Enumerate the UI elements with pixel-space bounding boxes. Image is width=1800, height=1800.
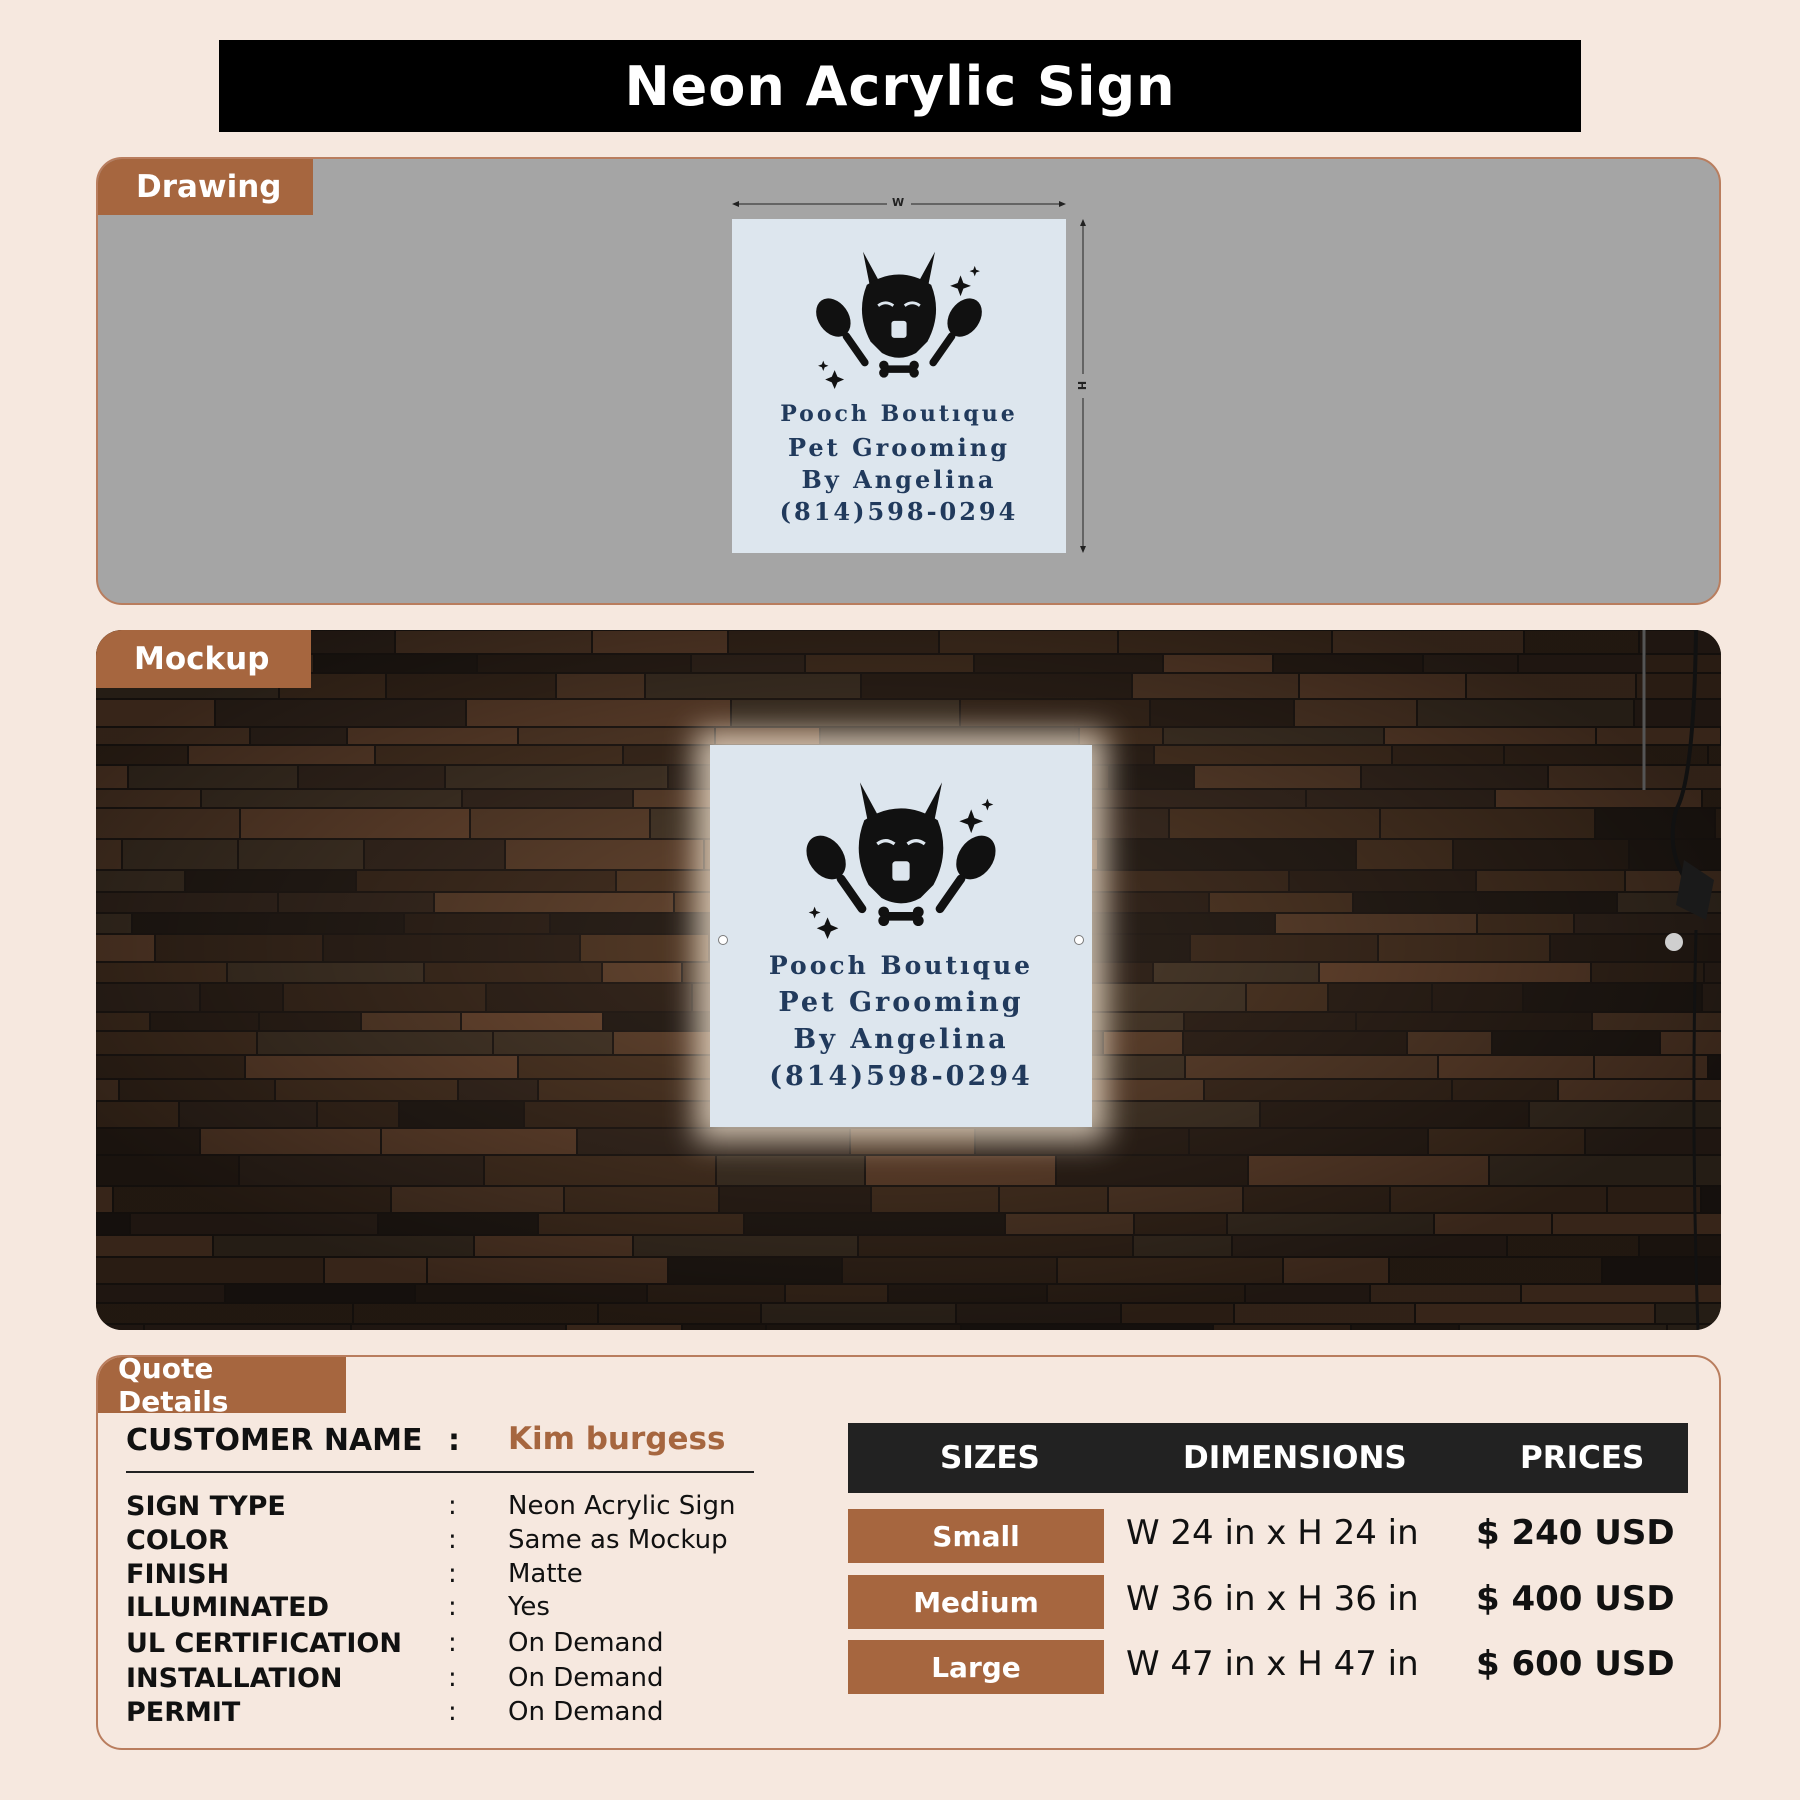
sign-line-1: Pooch Boutıque <box>768 951 1034 980</box>
sizes-header: SIZES <box>940 1440 1040 1476</box>
height-marker: H <box>1075 380 1089 391</box>
sign-line-2: Pet Grooming <box>787 433 1010 462</box>
customer-name-label: CUSTOMER NAME <box>126 1423 423 1458</box>
mounting-hole-right <box>1074 935 1084 945</box>
spec-row <box>126 1663 766 1697</box>
spec-value: Matte <box>508 1559 583 1589</box>
spec-row <box>126 1559 766 1593</box>
spec-colon: : <box>448 1628 457 1658</box>
size-row <box>848 1640 1688 1694</box>
spec-row <box>126 1592 766 1626</box>
size-row <box>848 1575 1688 1629</box>
spec-value: Neon Acrylic Sign <box>508 1491 736 1521</box>
quote-details-tab: Quote Details <box>98 1357 346 1413</box>
spec-label: COLOR <box>126 1525 229 1556</box>
page-title-bar <box>219 40 1581 132</box>
dog-grooming-logo-icon <box>804 247 994 389</box>
size-dimensions: W 36 in x H 36 in <box>1126 1579 1419 1619</box>
sign-line-3: By Angelina <box>793 1024 1009 1055</box>
price-table-header <box>848 1423 1688 1493</box>
spec-label: UL CERTIFICATION <box>126 1628 402 1659</box>
sign-line-1: Pooch Boutıque <box>780 401 1018 427</box>
spec-colon: : <box>448 1663 457 1693</box>
size-price: $ 400 USD <box>1476 1579 1675 1619</box>
size-name: Medium <box>848 1575 1104 1629</box>
sign-line-3: By Angelina <box>801 465 997 494</box>
spec-label: SIGN TYPE <box>126 1491 286 1522</box>
size-price: $ 600 USD <box>1476 1644 1675 1684</box>
spec-colon: : <box>448 1697 457 1727</box>
customer-name-colon: : <box>448 1423 460 1458</box>
size-name: Large <box>848 1640 1104 1694</box>
spec-colon: : <box>448 1491 457 1521</box>
width-marker: W <box>892 196 905 209</box>
size-price: $ 240 USD <box>1476 1513 1675 1553</box>
spec-value: On Demand <box>508 1663 664 1693</box>
size-dimensions: W 47 in x H 47 in <box>1126 1644 1419 1684</box>
spec-colon: : <box>448 1592 457 1622</box>
mounting-hole-left <box>718 935 728 945</box>
spec-label: INSTALLATION <box>126 1663 343 1694</box>
dimensions-header: DIMENSIONS <box>1183 1440 1407 1476</box>
wall-lamp-icon <box>1636 630 1716 1330</box>
spec-row <box>126 1491 766 1525</box>
mockup-panel <box>96 630 1721 1330</box>
sign-line-4: (814)598-0294 <box>769 1061 1033 1092</box>
page-title: Neon Acrylic Sign <box>624 54 1176 118</box>
quote-details-panel <box>96 1352 1721 1750</box>
customer-name-value: Kim burgess <box>508 1421 726 1457</box>
size-row <box>848 1509 1688 1563</box>
spec-value: On Demand <box>508 1697 664 1727</box>
spec-row <box>126 1628 766 1662</box>
customer-name-row <box>126 1423 754 1473</box>
mockup-sign-panel <box>710 745 1092 1127</box>
spec-colon: : <box>448 1525 457 1555</box>
spec-row <box>126 1697 766 1731</box>
size-dimensions: W 24 in x H 24 in <box>1126 1513 1419 1553</box>
spec-label: FINISH <box>126 1559 230 1590</box>
spec-label: ILLUMINATED <box>126 1592 330 1623</box>
dog-grooming-logo-icon <box>793 777 1009 939</box>
spec-colon: : <box>448 1559 457 1589</box>
prices-header: PRICES <box>1520 1440 1645 1476</box>
spec-label: PERMIT <box>126 1697 241 1728</box>
sign-line-4: (814)598-0294 <box>779 497 1019 526</box>
drawing-panel <box>96 157 1721 605</box>
sign-line-2: Pet Grooming <box>778 987 1024 1018</box>
spec-row <box>126 1525 766 1559</box>
spec-value: On Demand <box>508 1628 664 1658</box>
size-name: Small <box>848 1509 1104 1563</box>
mockup-tab: Mockup <box>96 630 311 688</box>
spec-value: Yes <box>508 1592 550 1622</box>
drawing-sign-panel <box>732 219 1066 553</box>
spec-value: Same as Mockup <box>508 1525 728 1555</box>
drawing-tab: Drawing <box>98 159 313 215</box>
